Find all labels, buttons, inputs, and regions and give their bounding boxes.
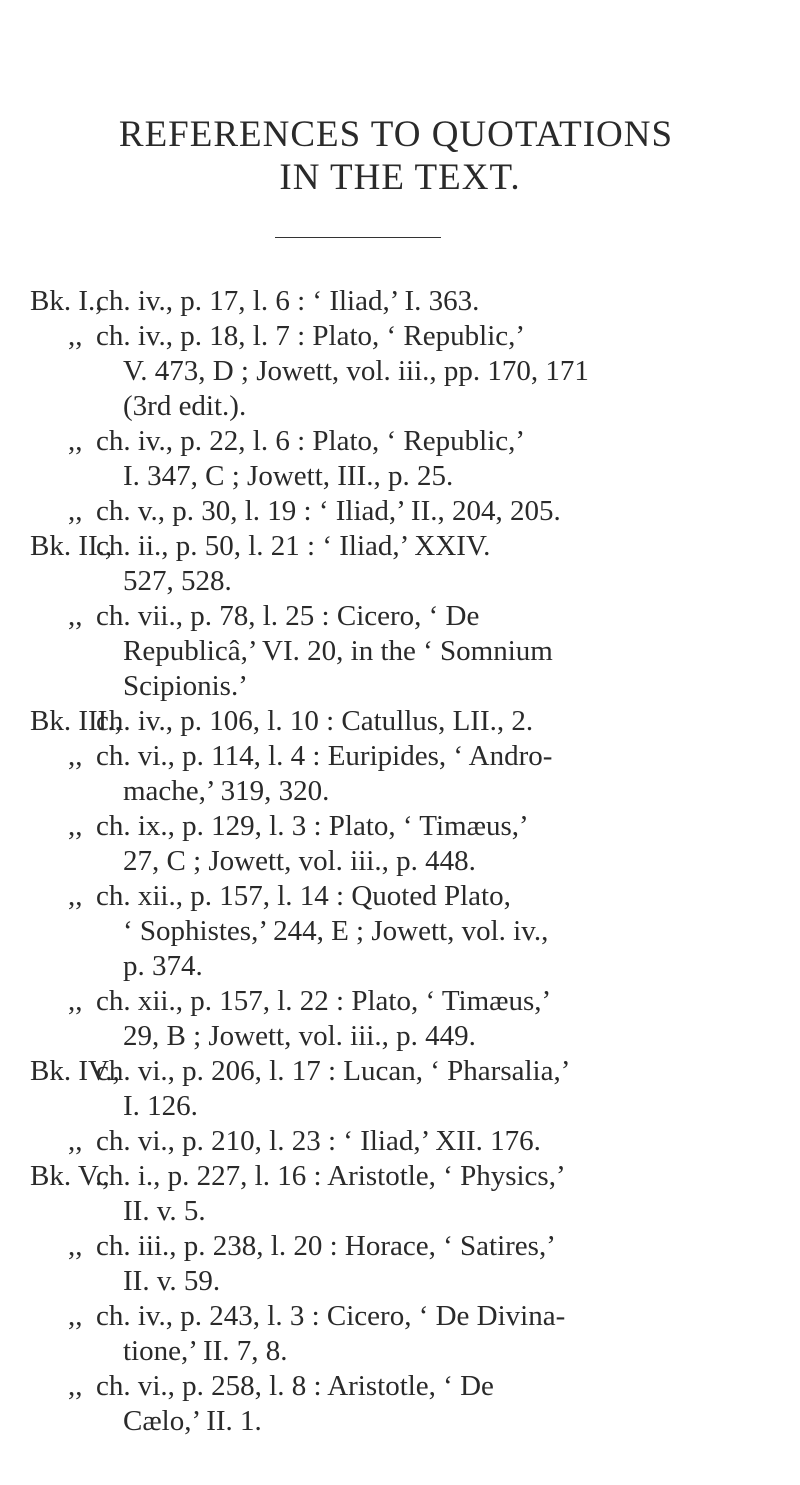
title-line-1: REFERENCES TO QUOTATIONS <box>118 113 674 155</box>
title-divider <box>275 237 441 238</box>
reference-line: ch. iv., p. 243, l. 3 : Cicero, ‘ De Divina- <box>96 1300 566 1332</box>
reference-entry <box>0 529 800 599</box>
reference-continuation-line: ‘ Sophistes,’ 244, E ; Jowett, vol. iv., <box>123 915 549 947</box>
reference-continuation-line: 27, C ; Jowett, vol. iii., p. 448. <box>123 845 476 877</box>
reference-continuation-line: tione,’ II. 7, 8. <box>123 1335 288 1367</box>
reference-continuation-line: Cælo,’ II. 1. <box>123 1405 262 1437</box>
reference-line: ch. ii., p. 50, l. 21 : ‘ Iliad,’ XXIV. <box>96 530 491 562</box>
reference-text <box>96 984 776 1054</box>
reference-entry <box>0 1229 800 1299</box>
reference-entry <box>0 599 800 704</box>
reference-text <box>96 284 776 319</box>
reference-text <box>96 424 776 494</box>
reference-entry <box>0 739 800 809</box>
ditto-mark: ,, <box>68 740 83 772</box>
book-label: Bk. III., <box>30 705 122 737</box>
book-label: Bk. I., <box>30 285 103 317</box>
reference-entry <box>0 879 800 984</box>
reference-entry <box>0 809 800 879</box>
reference-entry <box>0 1369 800 1439</box>
reference-line: ch. vii., p. 78, l. 25 : Cicero, ‘ De <box>96 600 480 632</box>
reference-line: ch. iii., p. 238, l. 20 : Horace, ‘ Satires,’ <box>96 1230 556 1262</box>
reference-line: ch. xii., p. 157, l. 22 : Plato, ‘ Timæus,’ <box>96 985 552 1017</box>
ditto-mark: ,, <box>68 1230 83 1262</box>
title-line-2: IN THE TEXT. <box>279 157 521 199</box>
reference-text <box>96 809 776 879</box>
reference-continuation-line: Scipionis.’ <box>123 670 248 702</box>
reference-entry <box>0 1054 800 1124</box>
reference-continuation-line: mache,’ 319, 320. <box>123 775 330 807</box>
reference-text <box>96 1054 776 1124</box>
reference-continuation-line: I. 347, C ; Jowett, III., p. 25. <box>123 460 454 492</box>
ditto-mark: ,, <box>68 880 83 912</box>
ditto-mark: ,, <box>68 1125 83 1157</box>
reference-line: ch. vi., p. 210, l. 23 : ‘ Iliad,’ XII. 176. <box>96 1125 541 1157</box>
ditto-mark: ,, <box>68 600 83 632</box>
reference-text <box>96 494 776 529</box>
reference-text <box>96 1159 776 1229</box>
reference-text <box>96 704 776 739</box>
reference-text <box>96 529 776 599</box>
ditto-mark: ,, <box>68 1370 83 1402</box>
reference-text <box>96 739 776 809</box>
reference-line: ch. vi., p. 258, l. 8 : Aristotle, ‘ De <box>96 1370 494 1402</box>
reference-continuation-line: 29, B ; Jowett, vol. iii., p. 449. <box>123 1020 476 1052</box>
reference-continuation-line: I. 126. <box>123 1090 198 1122</box>
book-label: Bk. II., <box>30 530 113 562</box>
reference-entry <box>0 424 800 494</box>
reference-line: ch. iv., p. 106, l. 10 : Catullus, LII., 2. <box>96 705 534 737</box>
reference-line: ch. iv., p. 18, l. 7 : Plato, ‘ Republic,’ <box>96 320 526 352</box>
reference-text <box>96 1229 776 1299</box>
reference-text <box>96 1369 776 1439</box>
reference-text <box>96 319 776 424</box>
ditto-mark: ,, <box>68 495 83 527</box>
reference-continuation-line: 527, 528. <box>123 565 232 597</box>
reference-continuation-line: p. 374. <box>123 950 203 982</box>
reference-entry <box>0 284 800 319</box>
reference-text <box>96 879 776 984</box>
reference-line: ch. v., p. 30, l. 19 : ‘ Iliad,’ II., 204, 205. <box>96 495 561 527</box>
reference-entry <box>0 1124 800 1159</box>
reference-continuation-line: V. 473, D ; Jowett, vol. iii., pp. 170, 171 <box>123 355 589 387</box>
reference-entry <box>0 494 800 529</box>
reference-line: ch. iv., p. 17, l. 6 : ‘ Iliad,’ I. 363. <box>96 285 480 317</box>
book-label: Bk. V., <box>30 1160 110 1192</box>
ditto-mark: ,, <box>68 985 83 1017</box>
reference-entry <box>0 1159 800 1229</box>
reference-continuation-line: II. v. 5. <box>123 1195 206 1227</box>
reference-continuation-line: II. v. 59. <box>123 1265 221 1297</box>
references-list <box>0 284 800 1439</box>
reference-entry <box>0 704 800 739</box>
ditto-mark: ,, <box>68 320 83 352</box>
reference-line: ch. vi., p. 114, l. 4 : Euripides, ‘ Andro- <box>96 740 553 772</box>
reference-continuation-line: (3rd edit.). <box>123 390 247 422</box>
reference-entry <box>0 1299 800 1369</box>
reference-line: ch. iv., p. 22, l. 6 : Plato, ‘ Republic,’ <box>96 425 526 457</box>
reference-line: ch. xii., p. 157, l. 14 : Quoted Plato, <box>96 880 511 912</box>
reference-text <box>96 599 776 704</box>
ditto-mark: ,, <box>68 810 83 842</box>
reference-entry <box>0 984 800 1054</box>
reference-text <box>96 1124 776 1159</box>
reference-continuation-line: Republicâ,’ VI. 20, in the ‘ Somnium <box>123 635 553 667</box>
reference-text <box>96 1299 776 1369</box>
book-label: Bk. IV., <box>30 1055 120 1087</box>
reference-line: ch. ix., p. 129, l. 3 : Plato, ‘ Timæus,’ <box>96 810 529 842</box>
ditto-mark: ,, <box>68 1300 83 1332</box>
reference-entry <box>0 319 800 424</box>
ditto-mark: ,, <box>68 425 83 457</box>
reference-line: ch. i., p. 227, l. 16 : Aristotle, ‘ Physics,’ <box>96 1160 566 1192</box>
reference-line: ch. vi., p. 206, l. 17 : Lucan, ‘ Pharsalia,’ <box>96 1055 571 1087</box>
page-title <box>0 113 800 200</box>
